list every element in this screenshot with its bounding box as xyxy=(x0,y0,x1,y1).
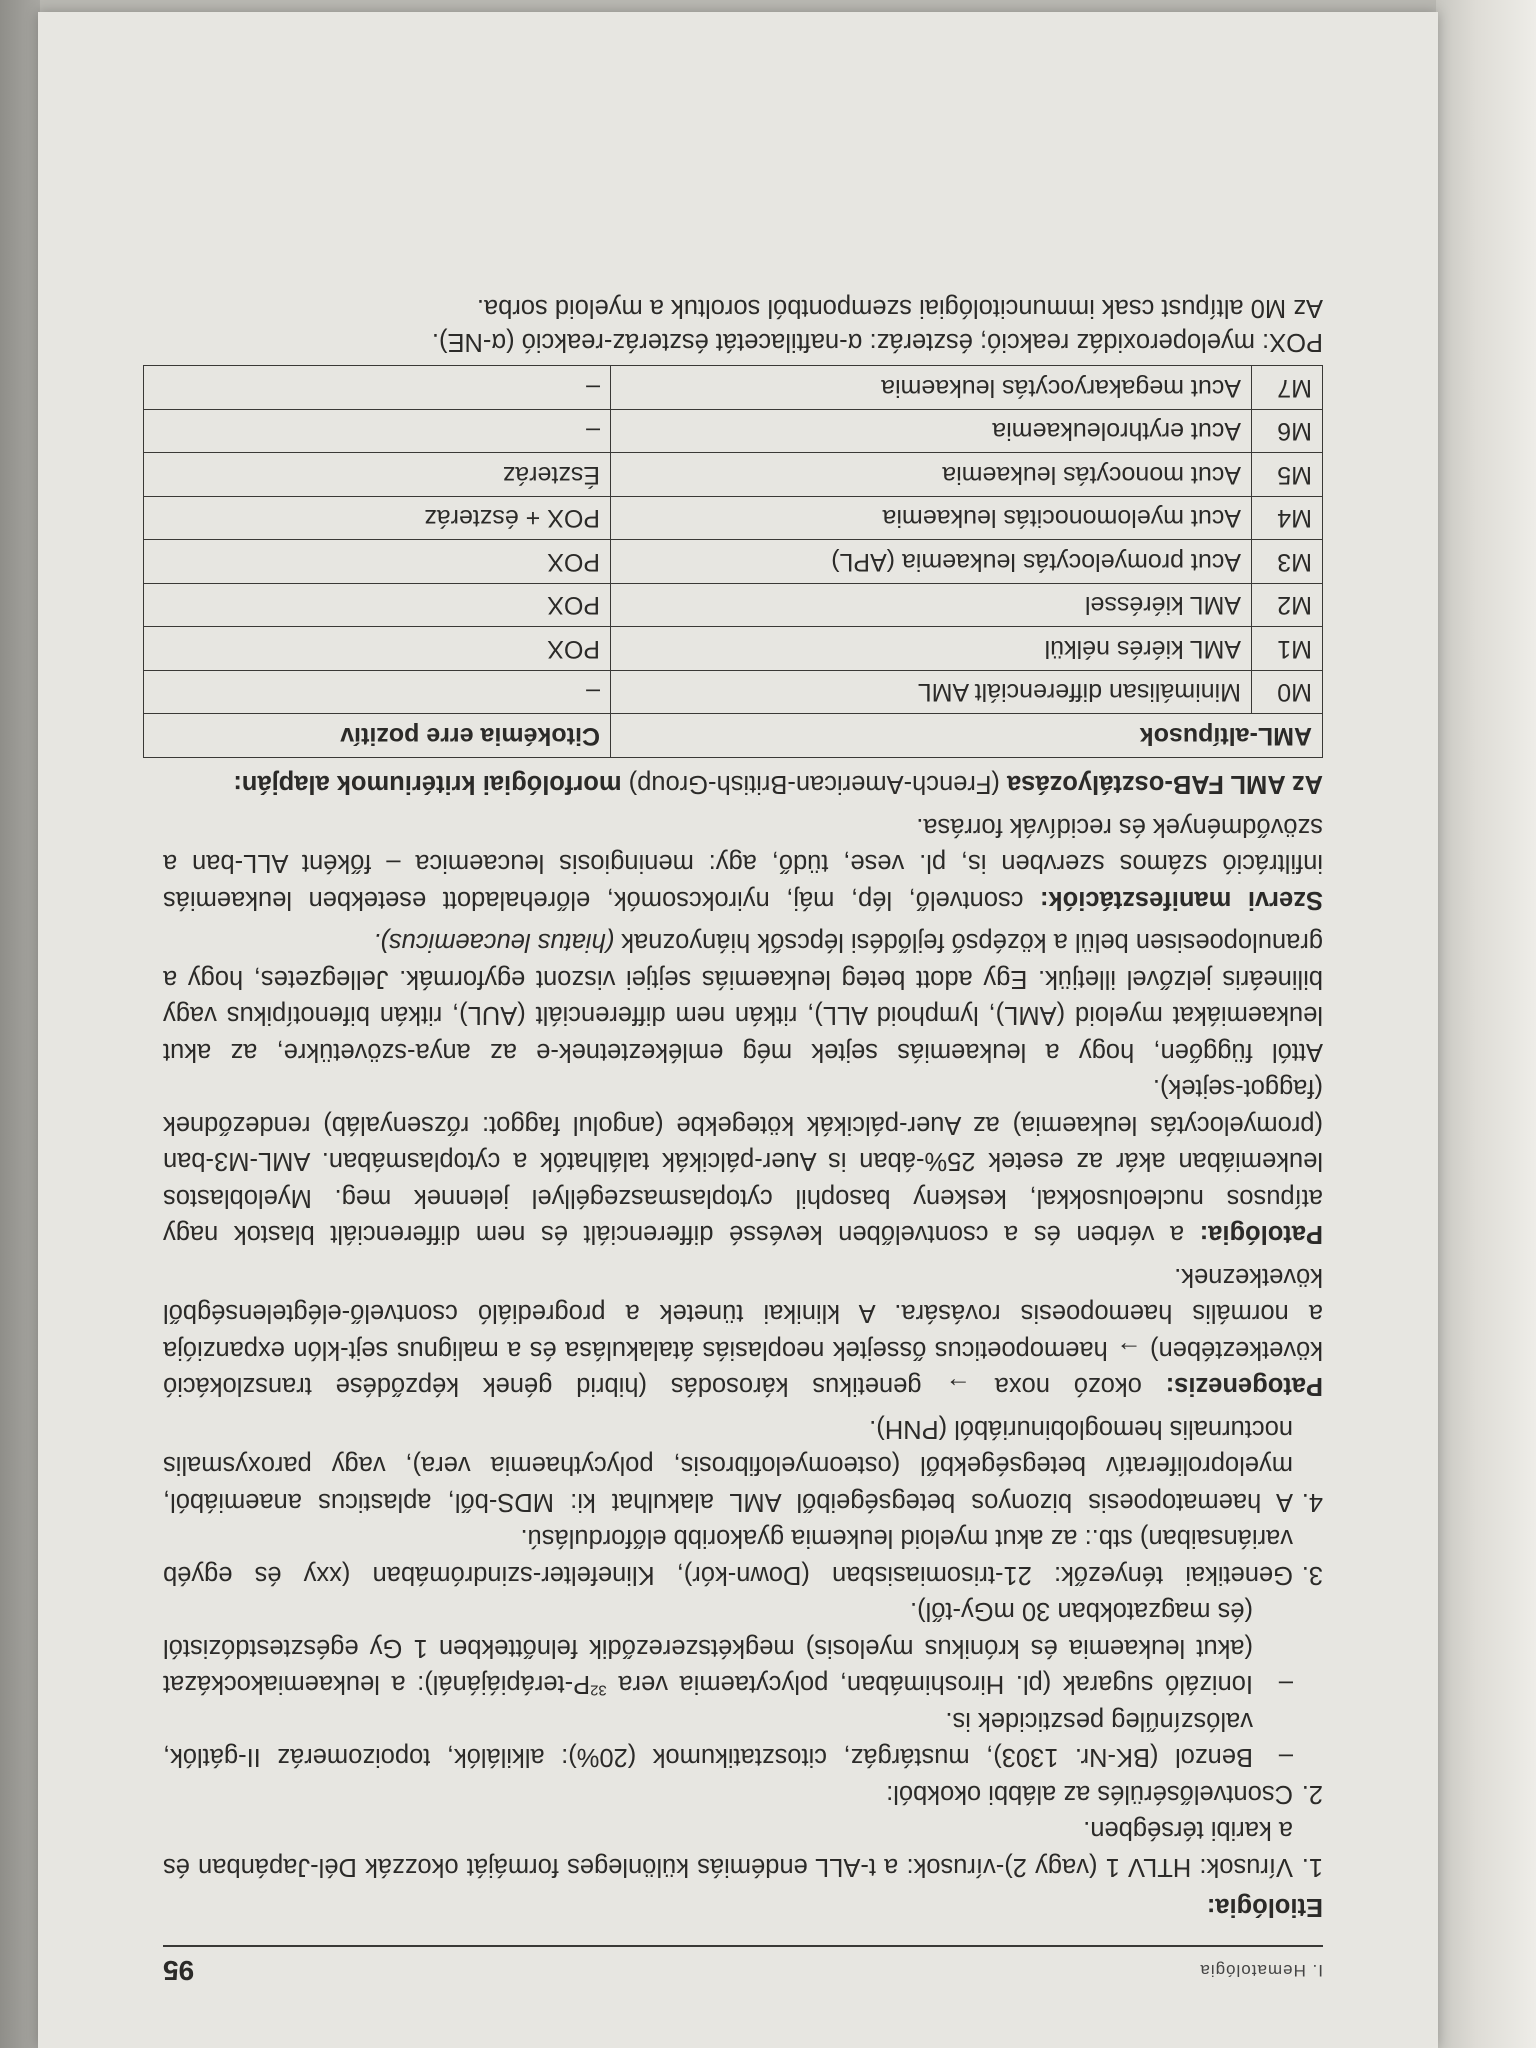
cell-name: Acut megakaryocytás leukaemia xyxy=(611,366,1252,410)
table-header-row xyxy=(144,714,1323,758)
facing-page-edge xyxy=(0,0,40,2048)
cell-code: M0 xyxy=(1252,671,1323,715)
header-cytochemistry: Citokémia erre pozitív xyxy=(144,714,611,758)
cell-cyto: Észteráz xyxy=(144,453,611,497)
table-row xyxy=(144,671,1323,715)
etiology-section xyxy=(163,1411,1323,1926)
table-row xyxy=(144,453,1323,497)
etiology-subitem-radiation: – Ionizáló sugarak (pl. Hiroshimában, polycytaemia vera $^{32}$P-terápiájánál): a leukaemiakockázat (akut leukaemia és krónikus myelosis) megkétszereződik felnőttekben 1 Gy egésztestdózistól (és magzatokban 30 mGy-től). xyxy=(163,1597,1293,1699)
cell-name: Acut myelomonocitás leukaemia xyxy=(611,497,1252,541)
cell-code: M1 xyxy=(1252,627,1323,671)
cell-code: M4 xyxy=(1252,497,1323,541)
etiology-item-3: 3. Genetikai tényezők: 21-trisomiasisban (Down-kór), Klinefelter-szindrómában (xxy és egyéb variánsaiban) stb.: az akut myeloid leukemia gyakoribb előfordulású. xyxy=(163,1524,1323,1589)
cell-name: AML kiérés nélkül xyxy=(611,627,1252,671)
page-content-upside-down xyxy=(38,12,1438,2048)
etiology-subitem-benzol: – Benzol (BK-Nr. 1303), mustárgáz, citosztatikumok (20%): alkilálók, topoizomeráz II-gátlók, valószínűleg peszticidek is. xyxy=(163,1707,1293,1772)
organ-manifestations-paragraph: Szervi manifesztációk: csontvelő, lép, máj, nyirokcsomók, előrehaladott esetekben leukaemiás infiltráció számos szervben is, pl. vese, tüdő, agy: meningiosis leucaemica – főként ALL-ban a szövődmények és recidívák forrása. xyxy=(163,813,1323,914)
cell-cyto: POX xyxy=(144,540,611,584)
table-footnote-2: Az M0 altípust csak immuncitológiai szempontból soroltuk a myeloid sorba. xyxy=(476,294,1323,323)
pathology-paragraph: Patológia: a vérben és a csontvelőben kevéssé differenciált és nem differenciált blastok nagy atípusos nucleolusokkal, keskeny basophil cytoplasmaszegéllyel jelennek meg. Myeloblastos leukemiában akár az esetek 25%-ában is Auer-pálcikák találhatók a cytoplasmában. AML-M3-ban (promyelocytás leukaemia) az Auer-pálcikák kötegekbe (angolul faggot: rőzsenyaláb) rendeződnek (faggot-sejtek). xyxy=(163,1074,1323,1249)
cell-code: M6 xyxy=(1252,410,1323,454)
table-row xyxy=(144,627,1323,671)
cell-cyto: – xyxy=(144,366,611,410)
etiology-item-1: 1. Vírusok: HTLV 1 (vagy 2)-vírusok: a t-ALL endémiás különleges formáját okozzák Dél-Japánban és a karibi térségben. xyxy=(163,1816,1323,1881)
cell-cyto: – xyxy=(144,671,611,715)
cell-name: AML kiéréssel xyxy=(611,584,1252,628)
cell-cyto: POX xyxy=(144,627,611,671)
cell-cyto: POX + észteráz xyxy=(144,497,611,541)
cell-code: M7 xyxy=(1252,366,1323,410)
table-row xyxy=(144,497,1323,541)
etiology-heading: Etiológia: xyxy=(1206,1893,1323,1922)
cell-name: Acut erythroleukaemia xyxy=(611,410,1252,454)
cell-code: M2 xyxy=(1252,584,1323,628)
book-page xyxy=(38,12,1438,2048)
cell-cyto: POX xyxy=(144,584,611,628)
table-row xyxy=(144,410,1323,454)
pathology-paragraph-2: Attól függően, hogy a leukaemiás sejtek még emlékeztetnek-e az anya-szövetükre, az akut leukaemiákat myeloid (AML), lymphoid ALL), ritkán nem differenciált (AUL), ritkán bifenotípikus vagy bilineáris jelzővel illetjük. Egy adott beteg leukaemiás sejtjei viszont egyformák. Jellegzetes, hogy a granulopoesisen belül a középső fejlődési lépcsők hiányoznak (hiatus leucaemicus). xyxy=(163,928,1323,1066)
table-row xyxy=(144,540,1323,584)
etiology-item-2: 2. Csontvelősérülés az alábbi okokból: xyxy=(886,1780,1323,1808)
cell-name: Minimálisan differenciált AML xyxy=(611,671,1252,715)
cell-name: Acut monocytás leukaemia xyxy=(611,453,1252,497)
header-aml-subtypes: AML-altípusok xyxy=(611,714,1323,758)
cell-cyto: – xyxy=(144,410,611,454)
cell-code: M5 xyxy=(1252,453,1323,497)
fab-title: Az AML FAB-osztályozása (French-American-British-Group) morfológiai kritériumok alapján: xyxy=(233,770,1323,799)
running-head-title: I. Hematológia xyxy=(1199,1961,1323,1980)
running-head xyxy=(163,1946,1323,1989)
etiology-item-4: 4. A haematopoesis bizonyos betegségeiből AML alakulhat ki: MDS-ből, aplasticus anaemiából, myeloproliferatív betegségekből (osteomyelofibrosis, polycythaemia vera), vagy paroxysmalis nocturnalis hemoglobinuriából (PNH). xyxy=(163,1415,1323,1516)
pathogenesis-paragraph: Patogenezis: okozó noxa → genetikus károsodás (hibrid gének képződése transzlokáció következtében) → haemopoeticus őssejtek neoplasiás átalakulása és a malignus sejt-klón expanziója a normális haemopoesis rovására. A klinikai tünetek a progrediáló csontvelő-elégtelenségből következnek. xyxy=(163,1263,1323,1401)
cell-name: Acut promyelocytás leukaemia (APL) xyxy=(611,540,1252,584)
page-number: 95 xyxy=(163,1955,195,1986)
cell-code: M3 xyxy=(1252,540,1323,584)
table-row xyxy=(144,366,1323,410)
fab-classification-table xyxy=(143,366,1323,759)
table-footnote-1: POX: myeloperoxidáz reakció; észteráz: α-naftilacetát észteráz-reakció (α-NE). xyxy=(431,328,1323,357)
next-page-edge xyxy=(1436,0,1536,2048)
table-row xyxy=(144,584,1323,628)
